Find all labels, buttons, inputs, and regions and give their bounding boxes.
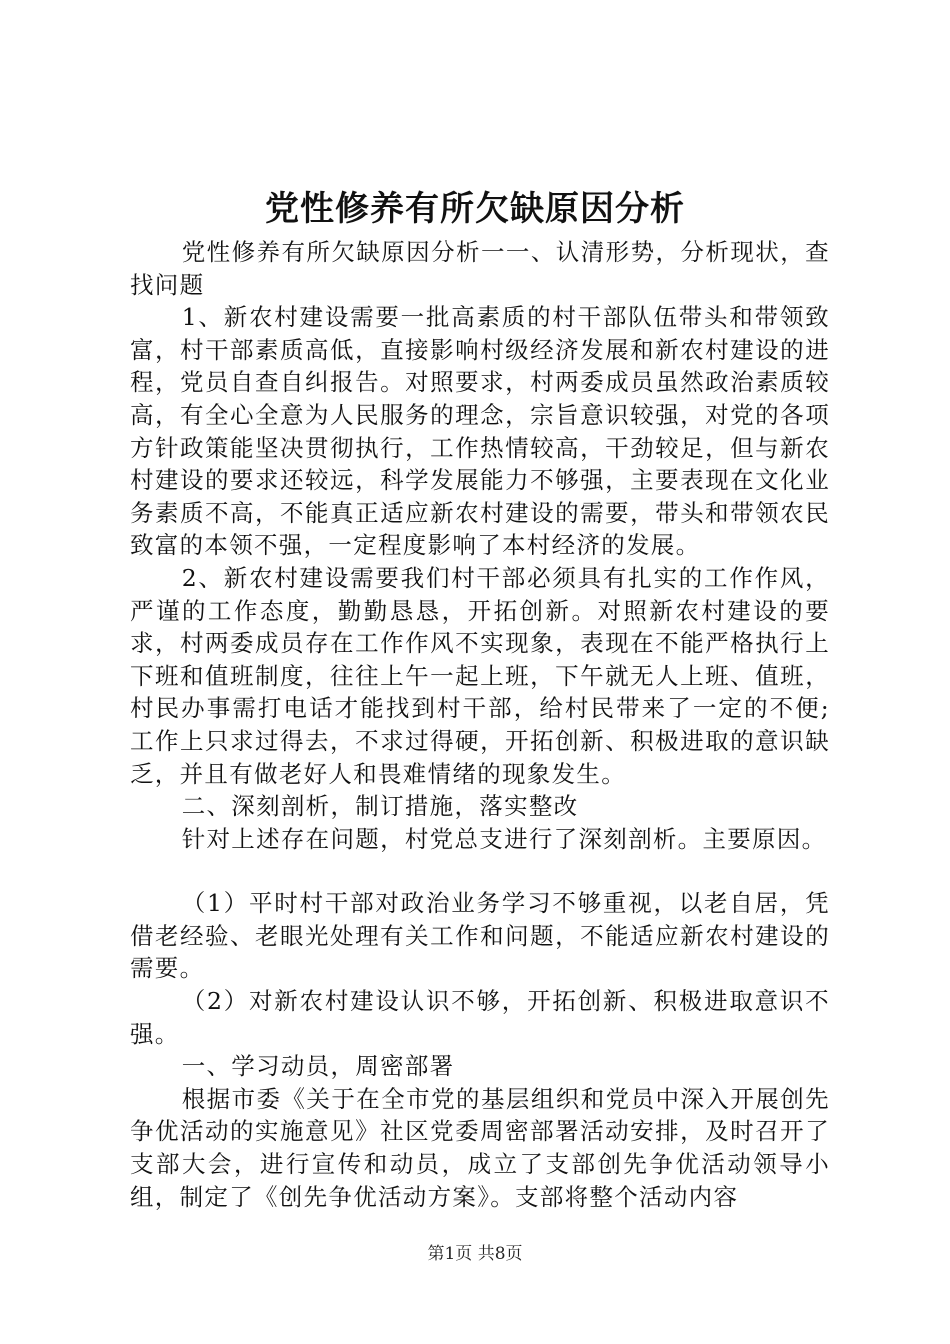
paragraph-reason-2: （2）对新农村建设认识不够，开拓创新、积极进取意识不强。 <box>130 987 830 1048</box>
paragraph-point-1: 1、新农村建设需要一批高素质的村干部队伍带头和带领致富，村干部素质高低，直接影响村级经济发展和新农村建设的进程，党员自查自纠报告。对照要求，村两委成员虽然政治素质较高，有全心全意为人民服务的理念，宗旨意识较强，对党的各项方针政策能坚决贯彻执行，工作热情较高，干劲较足，但与新农村建设的要求还较远，科学发展能力不够强，主要表现在文化业务素质不高，不能真正适应新农村建设的需要，带头和带领农民致富的本领不强，一定程度影响了本村经济的发展。 <box>130 303 830 560</box>
section-heading-1: 一、学习动员，周密部署 <box>181 1052 455 1081</box>
paragraph-deployment: 根据市委《关于在全市党的基层组织和党员中深入开展创先争优活动的实施意见》社区党委周密部署活动安排，及时召开了支部大会，进行宣传和动员，成立了支部创先争优活动领导小组，制定了《创先争优活动方案》。支部将整个活动内容 <box>130 1084 830 1211</box>
document-body <box>130 236 830 1213</box>
paragraph-intro: 党性修养有所欠缺原因分析一一、认清形势，分析现状，查找问题 <box>130 238 830 299</box>
paragraph-analysis: 针对上述存在问题，村党总支进行了深刻剖析。主要原因。 <box>181 824 827 853</box>
section-heading-2: 二、深刻剖析，制订措施，落实整改 <box>181 792 579 821</box>
paragraph-point-2: 2、新农村建设需要我们村干部必须具有扎实的工作作风，严谨的工作态度，勤勤恳恳，开拓创新。对照新农村建设的要求，村两委成员存在工作作风不实现象，表现在不能严格执行上下班和值班制度，往往上午一起上班，下午就无人上班、值班，村民办事需打电话才能找到村干部，给村民带来了一定的不便;工作上只求过得去，不求过得硬，开拓创新、积极进取的意识缺乏，并且有做老好人和畏难情绪的现象发生。 <box>130 563 830 788</box>
document-title: 党性修养有所欠缺原因分析 <box>265 189 685 229</box>
paragraph-reason-1: （1）平时村干部对政治业务学习不够重视，以老自居，凭借老经验、老眼光处理有关工作和问题，不能适应新农村建设的需要。 <box>130 889 830 983</box>
page-footer: 第1页 共8页 <box>427 1244 523 1264</box>
